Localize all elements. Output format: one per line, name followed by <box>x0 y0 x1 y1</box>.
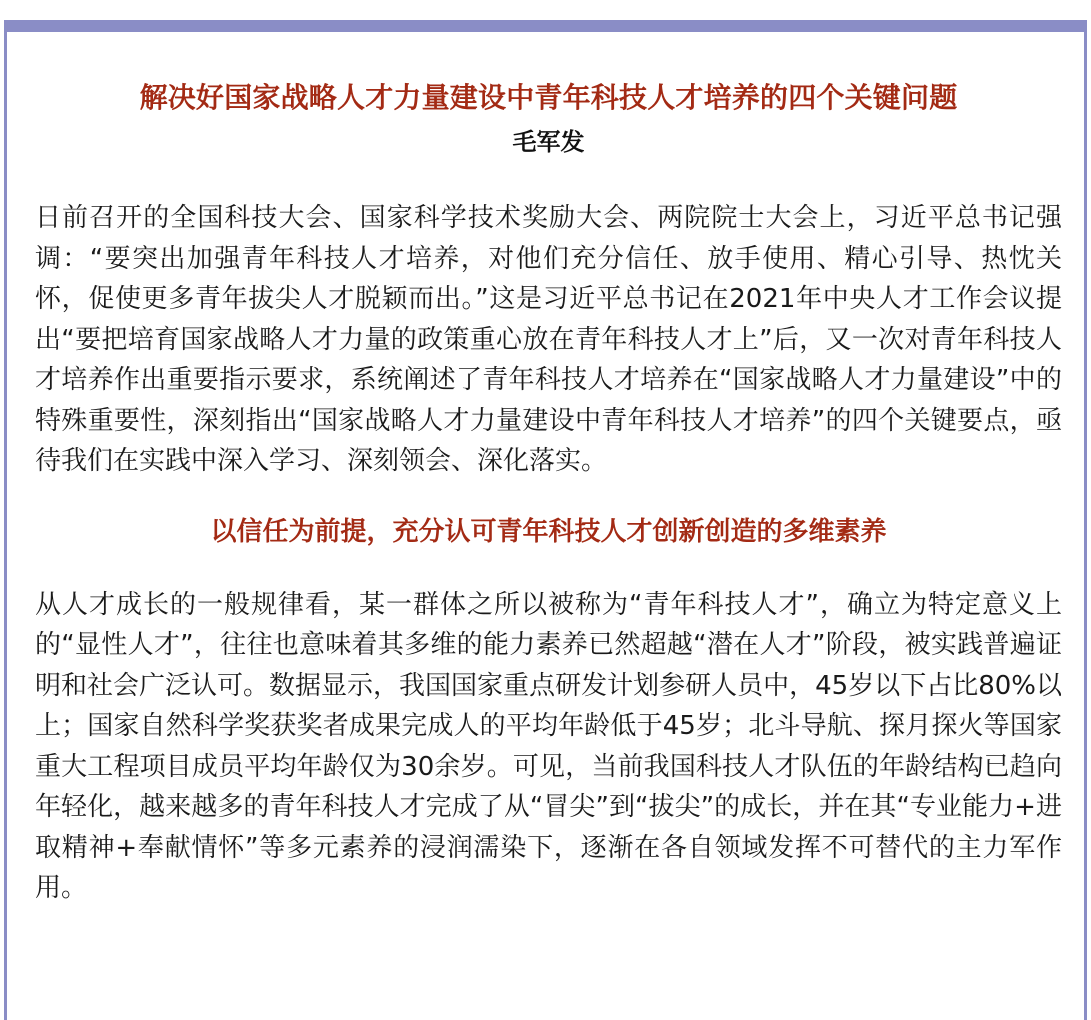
section-heading-1: 以信任为前提，充分认可青年科技人才创新创造的多维素养 <box>210 516 887 547</box>
article-paragraph-2: 从人才成长的一般规律看，某一群体之所以被称为“青年科技人才”，确立为特定意义上的“显性人才”，往往也意味着其多维的能力素养已然超越“潜在人才”阶段，被实践普遍证明和社会广泛认可。数据显示，我国国家重点研发计划参研人员中，45岁以下占比80%以上；国家自然科学奖获奖者成果完成人的平均年龄低于45岁；北斗导航、探月探火等国家重大工程项目成员平均年龄仅为30余岁。可见，当前我国科技人才队伍的年龄结构已趋向年轻化，越来越多的青年科技人才完成了从“冒尖”到“拔尖”的成长，并在其“专业能力+进取精神+奉献情怀”等多元素养的浸润濡染下，逐渐在各自领域发挥不可替代的主力军作用。 <box>35 589 1062 903</box>
article-author: 毛军发 <box>512 128 585 156</box>
article-content <box>35 32 1062 909</box>
article-frame <box>4 20 1087 1020</box>
article-paragraph-1: 日前召开的全国科技大会、国家科学技术奖励大会、两院院士大会上，习近平总书记强调：“要突出加强青年科技人才培养，对他们充分信任、放手使用、精心引导、热忱关怀，促使更多青年拔尖人才脱颖而出。”这是习近平总书记在2021年中央人才工作会议提出“要把培育国家战略人才力量的政策重心放在青年科技人才上”后，又一次对青年科技人才培养作出重要指示要求，系统阐述了青年科技人才培养在“国家战略人才力量建设”中的特殊重要性，深刻指出“国家战略人才力量建设中青年科技人才培养”的四个关键要点，亟待我们在实践中深入学习、深刻领会、深化落实。 <box>35 203 1062 476</box>
article-title: 解决好国家战略人才力量建设中青年科技人才培养的四个关键问题 <box>139 81 958 114</box>
